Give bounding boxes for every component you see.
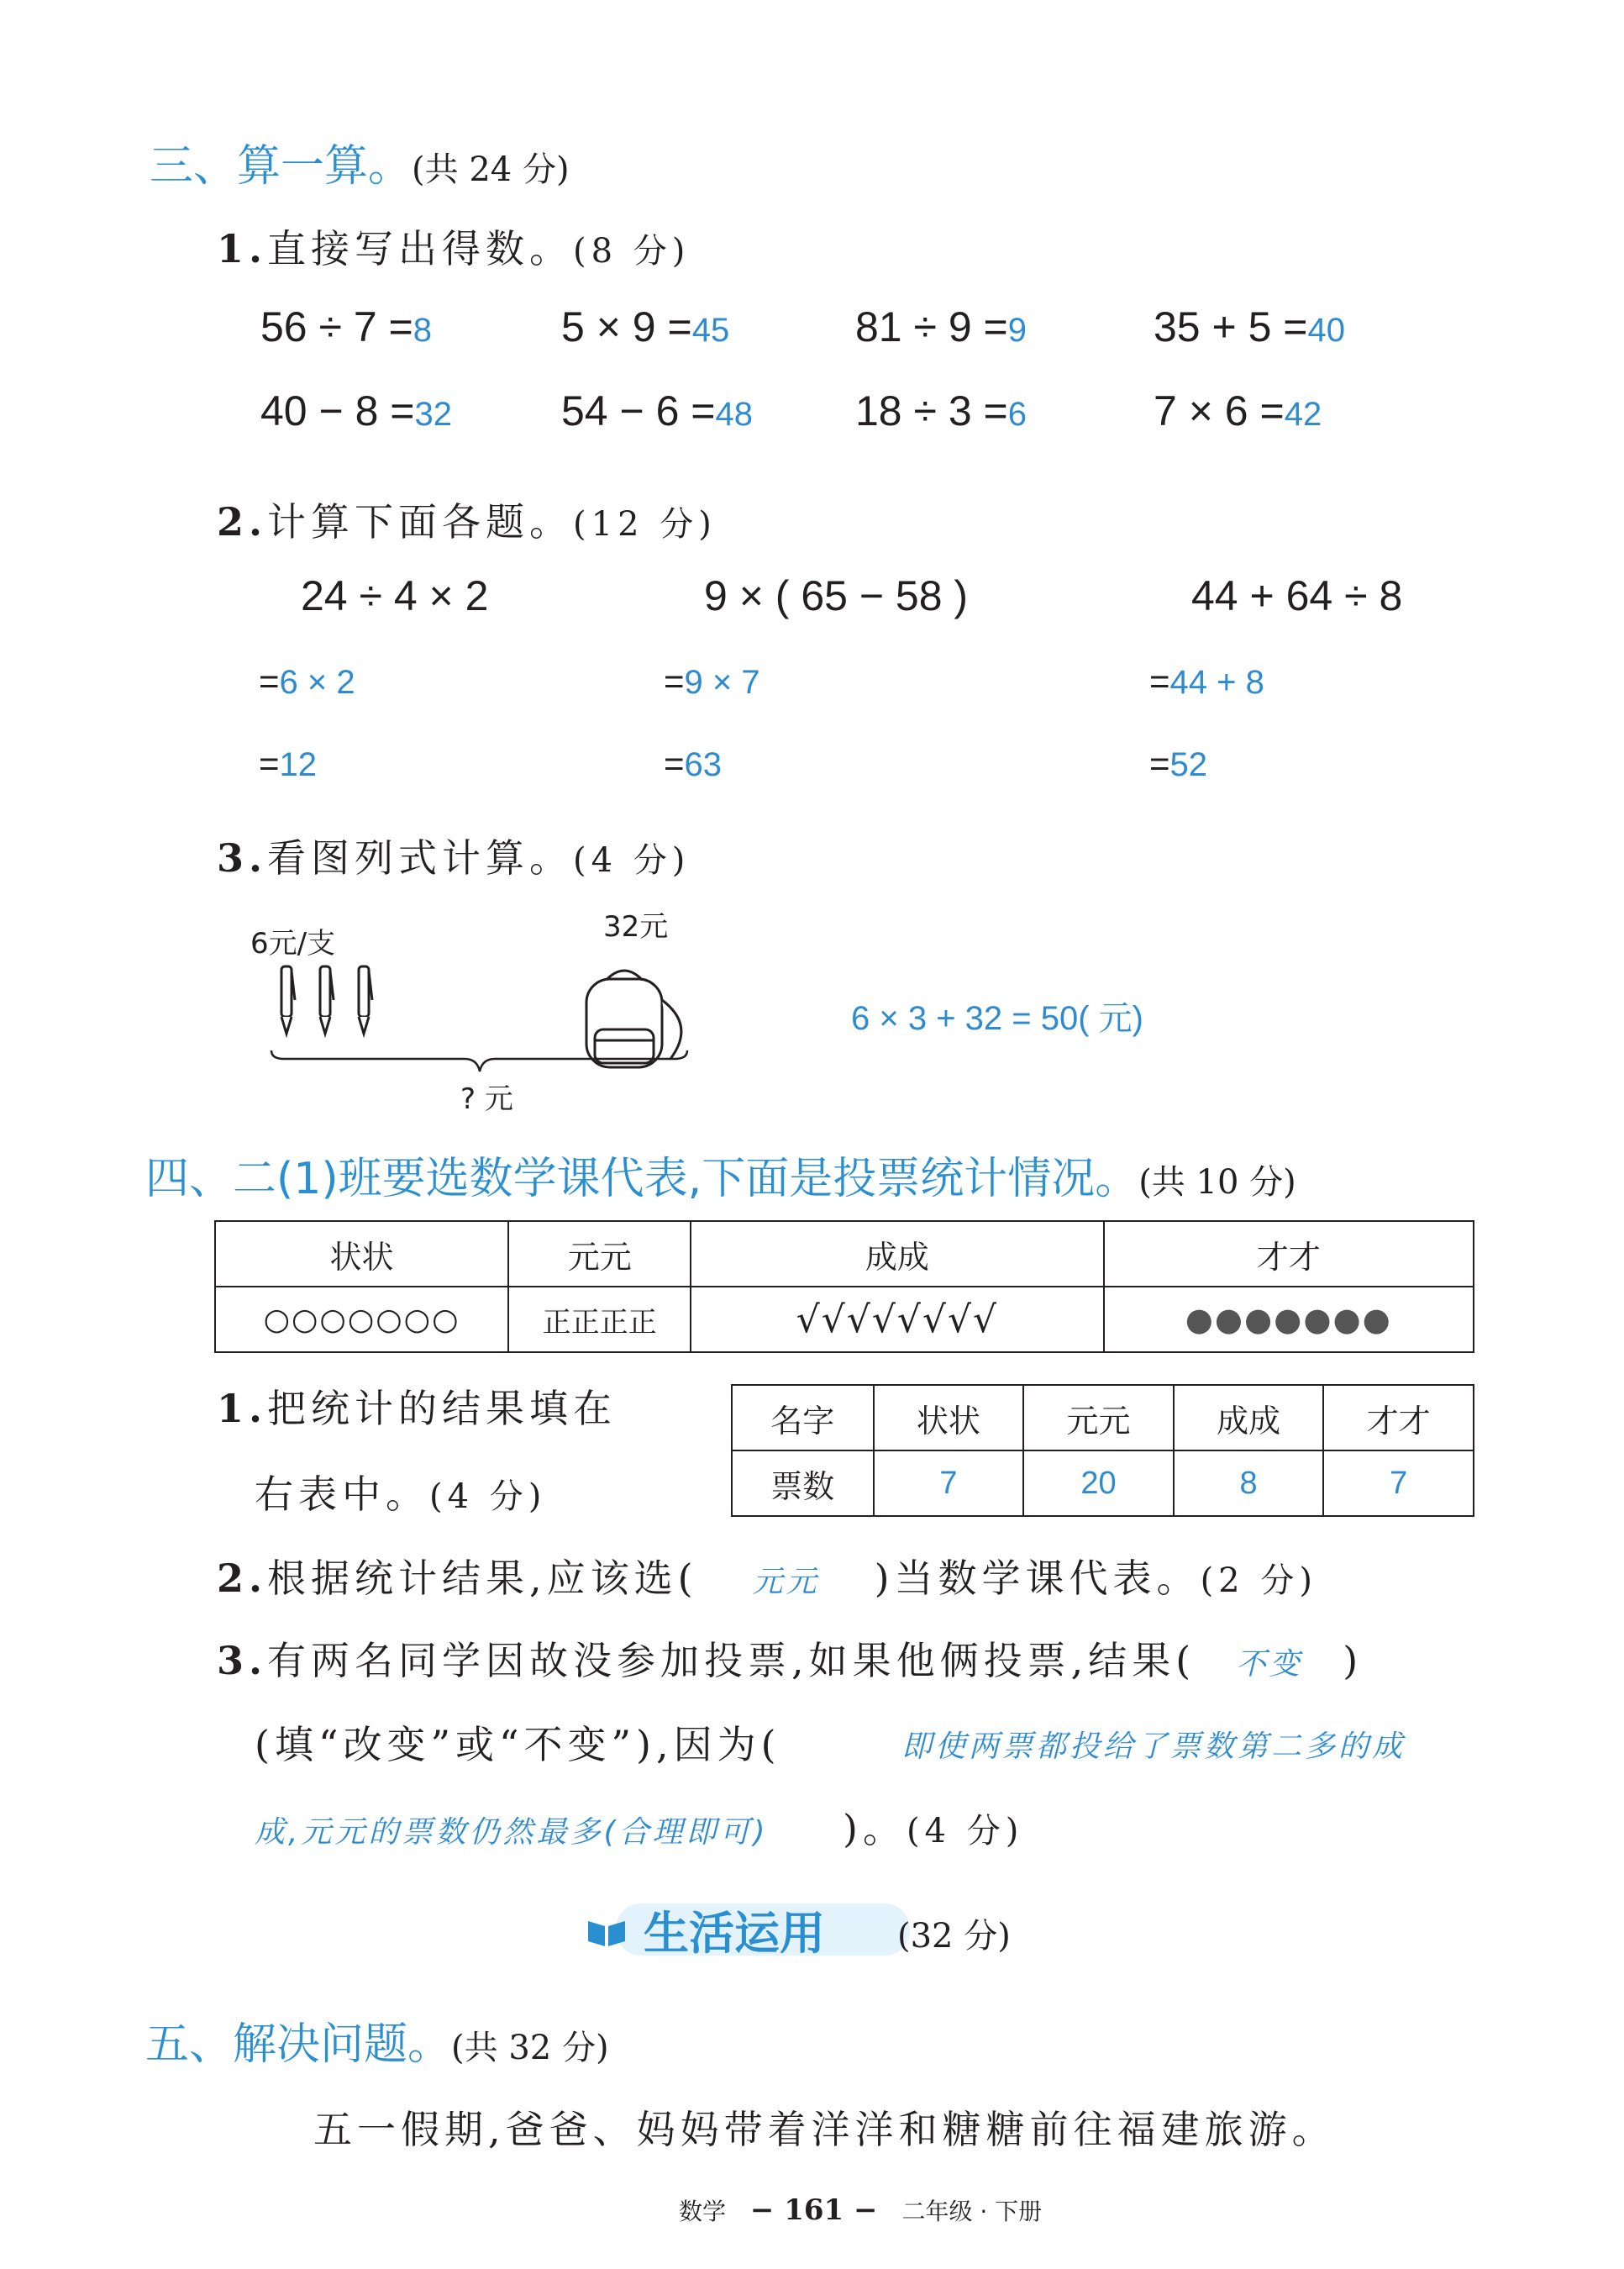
equals-sign: = bbox=[1149, 744, 1170, 783]
q4-3-answer2b: 成,元元的票数仍然最多(合理即可) bbox=[255, 1815, 769, 1850]
q3-3-heading bbox=[217, 828, 690, 883]
q3-2-points: (12 分) bbox=[573, 505, 717, 544]
worksheet-page bbox=[24, 25, 1620, 2252]
result-table-votes-row bbox=[732, 1450, 1474, 1516]
mental-math-item bbox=[260, 303, 432, 351]
q3-1-points: (8 分) bbox=[573, 232, 691, 271]
pens-and-bag-illustration bbox=[255, 950, 725, 1084]
q4-3-line3 bbox=[255, 1798, 1023, 1854]
section4-title bbox=[145, 1143, 1296, 1206]
item-expr: 5 × 9 = bbox=[561, 303, 692, 350]
total-label: ? 元 bbox=[460, 1082, 513, 1116]
calc-problem-expr: 24 ÷ 4 × 2 bbox=[301, 572, 489, 619]
banner-title: 生活运用 bbox=[644, 1907, 825, 1960]
item-expr: 40 − 8 = bbox=[260, 387, 415, 434]
tally-marks-cell: 正正正正 bbox=[508, 1287, 691, 1352]
q4-3-answer2a: 即使两票都投给了票数第二多的成 bbox=[901, 1729, 1406, 1764]
item-expr: 35 + 5 = bbox=[1154, 303, 1308, 350]
step-answer: 52 bbox=[1169, 746, 1208, 783]
q4-1-line2 bbox=[255, 1464, 546, 1519]
q4-2-line bbox=[217, 1548, 1317, 1603]
section3-title-text: 三、算一算。 bbox=[150, 141, 413, 192]
calc-step bbox=[664, 661, 760, 702]
q4-3-answer1: 不变 bbox=[1235, 1647, 1303, 1682]
backpack-icon bbox=[586, 971, 681, 1067]
q4-3-line1-text: 有两名同学因故没参加投票,如果他俩投票,结果( bbox=[267, 1638, 1196, 1683]
tally-name-cell: 才才 bbox=[1104, 1221, 1474, 1287]
section5-title bbox=[145, 2008, 609, 2072]
result-name-cell: 元元 bbox=[1023, 1385, 1174, 1450]
mental-math-item bbox=[561, 303, 729, 351]
section4-points: (共 10 分) bbox=[1138, 1163, 1296, 1202]
equals-sign: = bbox=[259, 744, 280, 783]
q4-2-points: (2 分) bbox=[1200, 1561, 1317, 1600]
tally-table bbox=[214, 1220, 1474, 1353]
equals-sign: = bbox=[259, 661, 280, 701]
section3-title bbox=[150, 130, 570, 193]
item-answer: 9 bbox=[1007, 312, 1027, 349]
equals-sign: = bbox=[664, 661, 685, 701]
q4-3-line2 bbox=[255, 1714, 781, 1770]
equals-sign: = bbox=[1149, 661, 1170, 701]
q4-3-number: 3. bbox=[217, 1638, 268, 1683]
item-answer: 6 bbox=[1007, 396, 1027, 433]
q3-3-number: 3. bbox=[217, 835, 268, 881]
step-answer: 63 bbox=[684, 746, 723, 783]
item-answer: 42 bbox=[1284, 396, 1322, 433]
q4-3-close2: )。 bbox=[843, 1806, 907, 1851]
q4-2-before: 根据统计结果,应该选( bbox=[267, 1556, 698, 1601]
result-vote-cell: 7 bbox=[874, 1450, 1024, 1516]
item-expr: 54 − 6 = bbox=[561, 387, 716, 434]
calc-step bbox=[1149, 744, 1207, 784]
result-name-cell: 状状 bbox=[874, 1385, 1024, 1450]
bag-price-label: 32元 bbox=[603, 910, 669, 944]
result-name-cell: 才才 bbox=[1323, 1385, 1474, 1450]
result-name-cell: 成成 bbox=[1174, 1385, 1324, 1450]
calc-problem-expr: 44 + 64 ÷ 8 bbox=[1191, 572, 1403, 619]
banner-points: (32 分) bbox=[897, 1917, 1011, 1956]
item-answer: 48 bbox=[715, 396, 753, 433]
q4-1-number: 1. bbox=[217, 1386, 268, 1431]
q3-1-number: 1. bbox=[217, 226, 268, 271]
result-vote-cell: 8 bbox=[1174, 1450, 1324, 1516]
tally-name-cell: 成成 bbox=[691, 1221, 1103, 1287]
calc-problem-expr: 9 × ( 65 − 58 ) bbox=[704, 572, 969, 619]
result-table-header-row bbox=[732, 1385, 1474, 1450]
item-answer: 40 bbox=[1307, 312, 1345, 349]
item-answer: 8 bbox=[413, 312, 432, 349]
section3-points: (共 24 分) bbox=[412, 150, 570, 189]
q4-1-line2-text: 右表中。 bbox=[255, 1471, 429, 1517]
q3-2-heading bbox=[217, 492, 717, 547]
tally-name-cell: 元元 bbox=[508, 1221, 691, 1287]
section5-intro: 五一假期,爸爸、妈妈带着洋洋和糖糖前往福建旅游。 bbox=[313, 2107, 1336, 2152]
result-table bbox=[731, 1384, 1474, 1517]
footer-subject: 数学 bbox=[679, 2198, 727, 2225]
step-answer: 6 × 2 bbox=[279, 664, 355, 701]
mental-math-item bbox=[1154, 303, 1345, 351]
tally-table-header-row bbox=[215, 1221, 1474, 1287]
item-answer: 45 bbox=[691, 312, 730, 349]
section4-title-text: 四、二(1)班要选数学课代表,下面是投票统计情况。 bbox=[145, 1154, 1139, 1204]
page-number: − 161 − bbox=[749, 2193, 878, 2227]
q4-3-line2-text: (填“改变”或“不变”),因为( bbox=[255, 1722, 781, 1767]
q4-2-number: 2. bbox=[217, 1556, 268, 1601]
step-answer: 9 × 7 bbox=[684, 664, 760, 701]
item-answer: 32 bbox=[414, 396, 452, 433]
item-expr: 7 × 6 = bbox=[1154, 387, 1285, 434]
footer-grade: 二年级 · 下册 bbox=[901, 2198, 1043, 2225]
q3-2-text: 计算下面各题。 bbox=[267, 499, 574, 545]
q4-3-close1: ) bbox=[1343, 1638, 1364, 1683]
footer bbox=[679, 2193, 1042, 2227]
result-vote-cell: 7 bbox=[1323, 1450, 1474, 1516]
calc-step bbox=[259, 744, 317, 784]
mental-math-item bbox=[1154, 387, 1322, 435]
q3-3-points: (4 分) bbox=[573, 841, 691, 880]
q3-1-text: 直接写出得数。 bbox=[267, 226, 574, 271]
result-header-label: 名字 bbox=[732, 1385, 874, 1450]
tally-table-marks-row bbox=[215, 1287, 1474, 1352]
section5-title-text: 五、解决问题。 bbox=[145, 2019, 452, 2070]
q3-1-heading bbox=[217, 218, 690, 274]
tally-marks-cell: ○○○○○○○ bbox=[215, 1287, 508, 1352]
result-row-label: 票数 bbox=[732, 1450, 874, 1516]
tally-name-cell: 状状 bbox=[215, 1221, 508, 1287]
tally-marks-cell: √√√√√√√√ bbox=[691, 1287, 1103, 1352]
step-answer: 44 + 8 bbox=[1169, 664, 1264, 701]
equals-sign: = bbox=[664, 744, 685, 783]
calc-step bbox=[1149, 661, 1264, 702]
mental-math-item bbox=[855, 303, 1027, 351]
calc-step bbox=[664, 744, 722, 784]
section5-points: (共 32 分) bbox=[451, 2029, 609, 2067]
mental-math-item bbox=[855, 387, 1027, 435]
q3-3-answer: 6 × 3 + 32 = 50( 元) bbox=[851, 1000, 1143, 1037]
q4-2-after: )当数学课代表。 bbox=[874, 1556, 1201, 1601]
calc-step bbox=[259, 661, 355, 702]
q4-3-line1 bbox=[217, 1630, 1363, 1686]
q4-2-answer: 元元 bbox=[752, 1565, 820, 1599]
item-expr: 18 ÷ 3 = bbox=[855, 387, 1008, 434]
q3-2-number: 2. bbox=[217, 499, 268, 545]
q3-3-text: 看图列式计算。 bbox=[267, 835, 574, 881]
q4-1-line1: 把统计的结果填在 bbox=[267, 1386, 618, 1431]
book-icon bbox=[585, 1914, 628, 1948]
result-vote-cell: 20 bbox=[1023, 1450, 1174, 1516]
pen-price-label: 6元/支 bbox=[250, 927, 336, 961]
mental-math-item bbox=[561, 387, 753, 435]
item-expr: 81 ÷ 9 = bbox=[855, 303, 1008, 350]
tally-marks-cell: ●●●●●●● bbox=[1104, 1287, 1474, 1352]
q4-1-heading bbox=[217, 1378, 617, 1434]
pen-icon bbox=[281, 966, 372, 1034]
q4-1-points: (4 分) bbox=[429, 1477, 547, 1516]
q4-3-points: (4 分) bbox=[906, 1812, 1024, 1850]
item-expr: 56 ÷ 7 = bbox=[260, 303, 413, 350]
step-answer: 12 bbox=[279, 746, 318, 783]
mental-math-item bbox=[260, 387, 452, 435]
